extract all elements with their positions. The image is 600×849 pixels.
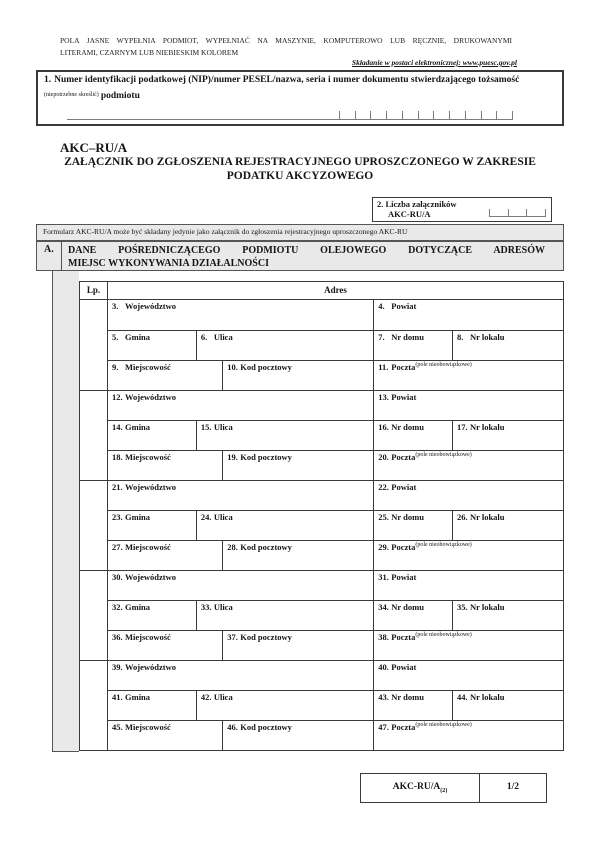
field-label: Powiat: [391, 572, 417, 582]
field-label: Gmina: [125, 422, 151, 432]
field-number: 18.: [112, 452, 123, 462]
field-1-label: 1. Numer identyfikacji podatkowej (NIP)/numer PESEL/nazwa, seria i numer dokumentu stwierdzającego tożsamość: [44, 75, 520, 85]
field-1-identification-box: [36, 70, 564, 126]
field-label: Województwo: [125, 301, 176, 311]
field-label: Ulica: [213, 602, 233, 612]
table-row: [108, 600, 563, 630]
filling-instructions: [60, 35, 512, 58]
footer-form-code: AKC-$RU/A_{(2)}$: [361, 774, 480, 802]
form-field-27[interactable]: [108, 541, 222, 570]
form-field-10[interactable]: [222, 361, 373, 390]
lp-cell: [80, 480, 107, 570]
field-label: Województwo: [125, 662, 176, 672]
field-number: 41.: [112, 692, 123, 702]
field-number: 29.: [378, 542, 389, 552]
form-field-25[interactable]: [373, 511, 452, 540]
form-field-47[interactable]: [373, 721, 563, 750]
field-2-label-line1: 2. Liczba załączników: [377, 199, 457, 209]
table-row: [108, 510, 563, 540]
field-number: 36.: [112, 632, 123, 642]
field-number: 35.: [456, 602, 468, 612]
field-label: Nr lokalu: [469, 332, 505, 342]
field-label: Ulica: [213, 332, 233, 342]
field-number: 17.: [456, 422, 468, 432]
section-a-side-strip: [52, 271, 79, 752]
field-number: 15.: [200, 422, 212, 432]
nip-entry-comb[interactable]: [67, 112, 513, 120]
field-label: Nr domu: [391, 332, 424, 342]
field-label: Poczta: [391, 722, 416, 732]
form-field-7[interactable]: [373, 331, 452, 360]
field-number: 7.: [378, 332, 385, 342]
table-row: [108, 690, 563, 720]
field-number: 45.: [112, 722, 123, 732]
lp-column: [80, 300, 108, 750]
strike-note: (niepotrzebne skreślić): [44, 92, 99, 98]
address-table: [79, 281, 564, 751]
field-number: 38.: [378, 632, 389, 642]
form-field-37[interactable]: [222, 631, 373, 660]
form-field-12[interactable]: [108, 391, 373, 420]
field-number: 14.: [112, 422, 123, 432]
efiling-note: Składanie w postaci elektronicznej: www.puesc.gov.pl: [351, 58, 517, 67]
form-field-16[interactable]: [373, 421, 452, 450]
table-row: [108, 480, 563, 510]
table-row: [108, 660, 563, 690]
form-field-9[interactable]: [108, 361, 222, 390]
form-field-4[interactable]: [373, 300, 563, 330]
field-label: Nr lokalu: [469, 602, 505, 612]
field-label: Poczta: [391, 542, 416, 552]
address-table-header: [80, 282, 563, 300]
table-row: [108, 420, 563, 450]
form-field-35[interactable]: [452, 601, 563, 630]
field-number: 25.: [378, 512, 389, 522]
field-1-label-line2: (niepotrzebne skreślić) podmiotu: [44, 91, 140, 101]
nip-entry-cells[interactable]: [339, 111, 513, 119]
section-a-title-line2: MIEJSC WYKONYWANIA DZIAŁALNOŚCI: [68, 258, 269, 269]
form-field-34[interactable]: [373, 601, 452, 630]
field-label: Województwo: [125, 572, 176, 582]
field-label: Miejscowość: [125, 722, 171, 732]
field-number: 12.: [112, 392, 123, 402]
optional-field-note: (pole nieobowiązkowe): [415, 362, 472, 369]
field-number: 27.: [112, 542, 123, 552]
field-label: Gmina: [125, 332, 151, 342]
form-field-44[interactable]: [452, 691, 563, 720]
form-field-41[interactable]: [108, 691, 196, 720]
field-number: 10.: [227, 362, 238, 372]
field-label: Miejscowość: [125, 452, 171, 462]
field-label: Powiat: [391, 662, 417, 672]
field-label: Kod pocztowy: [240, 452, 292, 462]
table-row: [108, 450, 563, 480]
form-title-line1: ZAŁĄCZNIK DO ZGŁOSZENIA REJESTRACYJNEGO UPROSZCZONEGO W ZAKRESIE: [64, 156, 536, 168]
field-label: Kod pocztowy: [240, 722, 292, 732]
field-number: 43.: [378, 692, 389, 702]
field-number: 20.: [378, 452, 389, 462]
field-number: 46.: [227, 722, 238, 732]
form-code-title: AKC–RU/A: [60, 140, 128, 155]
field-label: Ulica: [213, 512, 233, 522]
column-header-lp: Lp.: [80, 282, 108, 299]
form-field-14[interactable]: [108, 421, 196, 450]
table-row: [108, 540, 563, 570]
field-number: 40.: [378, 662, 389, 672]
field-number: 24.: [200, 512, 212, 522]
lp-cell: [80, 570, 107, 660]
field-number: 37.: [227, 632, 238, 642]
field-number: 13.: [378, 392, 389, 402]
form-field-33[interactable]: [196, 601, 373, 630]
form-field-43[interactable]: [373, 691, 452, 720]
optional-field-note: (pole nieobowiązkowe): [415, 452, 472, 459]
field-number: 42.: [200, 692, 212, 702]
footer-box: [360, 773, 547, 803]
form-field-5[interactable]: [108, 331, 196, 360]
field-number: 28.: [227, 542, 238, 552]
field-label: Kod pocztowy: [240, 542, 292, 552]
table-row: [108, 300, 563, 330]
instructions-line-1: POLA JASNE WYPEŁNIA PODMIOT, WYPEŁNIAĆ NA MASZYNIE, KOMPUTEROWO LUB RĘCZNIE, DRUKOWANYMI: [60, 36, 512, 45]
field-label: Kod pocztowy: [240, 362, 292, 372]
form-field-6[interactable]: [196, 331, 373, 360]
field-label: Gmina: [125, 512, 151, 522]
field-number: 23.: [112, 512, 123, 522]
field-number: 44.: [456, 692, 468, 702]
field-label: Ulica: [213, 422, 233, 432]
field-number: 9.: [112, 362, 119, 372]
lp-cell: [80, 390, 107, 480]
form-field-3[interactable]: [108, 300, 373, 330]
field-label: Gmina: [125, 692, 151, 702]
field-label: Nr lokalu: [469, 422, 505, 432]
footer-form-code-sub: (2): [440, 787, 448, 794]
notice-bar: Formularz AKC-RU/A może być składany jedynie jako załącznik do zgłoszenia rejestracyjnego uproszczonego AKC-RU: [36, 224, 564, 241]
field-label: Kod pocztowy: [240, 632, 292, 642]
form-field-40[interactable]: [373, 661, 563, 690]
field-1-number: 1.: [44, 75, 52, 85]
form-field-19[interactable]: [222, 451, 373, 480]
form-field-29[interactable]: [373, 541, 563, 570]
field-number: 32.: [112, 602, 123, 612]
form-field-36[interactable]: [108, 631, 222, 660]
form-field-28[interactable]: [222, 541, 373, 570]
form-field-21[interactable]: [108, 481, 373, 510]
field-2-number: 2.: [377, 199, 384, 209]
field-label: Miejscowość: [125, 542, 171, 552]
section-a-letter: A.: [37, 242, 62, 270]
form-field-22[interactable]: [373, 481, 563, 510]
field-label: Ulica: [213, 692, 233, 702]
attachment-count-cells[interactable]: [489, 209, 546, 216]
form-field-46[interactable]: [222, 721, 373, 750]
field-label: Powiat: [391, 392, 417, 402]
form-field-13[interactable]: [373, 391, 563, 420]
form-field-18[interactable]: [108, 451, 222, 480]
field-number: 5.: [112, 332, 119, 342]
optional-field-note: (pole nieobowiązkowe): [415, 722, 472, 729]
form-field-30[interactable]: [108, 571, 373, 600]
field-number: 31.: [378, 572, 389, 582]
field-number: 21.: [112, 482, 123, 492]
table-row: [108, 570, 563, 600]
field-number: 6.: [200, 332, 208, 342]
field-label: Powiat: [391, 301, 417, 311]
field-label: Nr domu: [391, 692, 424, 702]
field-label: Poczta: [391, 362, 416, 372]
field-label: Poczta: [391, 632, 416, 642]
field-number: 33.: [200, 602, 212, 612]
field-number: 34.: [378, 602, 389, 612]
field-label: Miejscowość: [125, 632, 171, 642]
field-number: 8.: [456, 332, 464, 342]
field-number: 11.: [378, 362, 389, 372]
section-a-header: [36, 241, 564, 271]
column-header-adres: Adres: [324, 285, 347, 295]
field-label: Nr domu: [391, 512, 424, 522]
field-number: 30.: [112, 572, 123, 582]
form-field-24[interactable]: [196, 511, 373, 540]
field-label: Miejscowość: [125, 362, 171, 372]
optional-field-note: (pole nieobowiązkowe): [415, 542, 472, 549]
form-field-31[interactable]: [373, 571, 563, 600]
footer-page-indicator: 1/2: [506, 782, 520, 792]
field-label: Województwo: [125, 482, 176, 492]
optional-field-note: (pole nieobowiązkowe): [415, 632, 472, 639]
form-field-39[interactable]: [108, 661, 373, 690]
form-field-38[interactable]: [373, 631, 563, 660]
field-label: Nr domu: [391, 602, 424, 612]
instructions-line-2: LITERAMI, CZARNYM LUB NIEBIESKIM KOLOREM: [60, 47, 239, 57]
table-row: [108, 330, 563, 360]
field-2-label-line2: AKC-RU/A: [388, 208, 431, 219]
field-label: Gmina: [125, 602, 151, 612]
field-number: 3.: [112, 301, 119, 311]
section-a-title: [62, 242, 563, 270]
address-table-body: [80, 300, 563, 750]
field-label: Województwo: [125, 392, 176, 402]
field-number: 19.: [227, 452, 238, 462]
form-field-15[interactable]: [196, 421, 373, 450]
form-title-line2: PODATKU AKCYZOWEGO: [226, 170, 374, 182]
field-number: 47.: [378, 722, 389, 732]
address-groups: [108, 300, 563, 750]
field-label: Poczta: [391, 452, 416, 462]
form-field-23[interactable]: [108, 511, 196, 540]
form-field-17[interactable]: [452, 421, 563, 450]
form-field-11[interactable]: [373, 361, 563, 390]
form-field-42[interactable]: [196, 691, 373, 720]
field-label: Nr lokalu: [469, 692, 505, 702]
form-field-20[interactable]: [373, 451, 563, 480]
form-field-45[interactable]: [108, 721, 222, 750]
field-number: 22.: [378, 482, 389, 492]
field-number: 39.: [112, 662, 123, 672]
field-label: Nr lokalu: [469, 512, 505, 522]
table-row: [108, 630, 563, 660]
table-row: [108, 360, 563, 390]
form-field-8[interactable]: [452, 331, 563, 360]
field-label: Powiat: [391, 482, 417, 492]
table-row: [108, 720, 563, 750]
form-field-26[interactable]: [452, 511, 563, 540]
field-number: 26.: [456, 512, 468, 522]
form-field-32[interactable]: [108, 601, 196, 630]
table-row: [108, 390, 563, 420]
lp-cell: [80, 660, 107, 750]
section-a-title-line1: DANE POŚREDNICZĄCEGO PODMIOTU OLEJOWEGO DOTYCZĄCE ADRESÓW: [68, 245, 545, 256]
attachment-count-comb[interactable]: [489, 210, 546, 217]
field-number: 16.: [378, 422, 389, 432]
lp-cell: [80, 300, 107, 390]
field-2-attachment-count-box: [372, 197, 552, 222]
field-label: Nr domu: [391, 422, 424, 432]
field-number: 4.: [378, 301, 385, 311]
